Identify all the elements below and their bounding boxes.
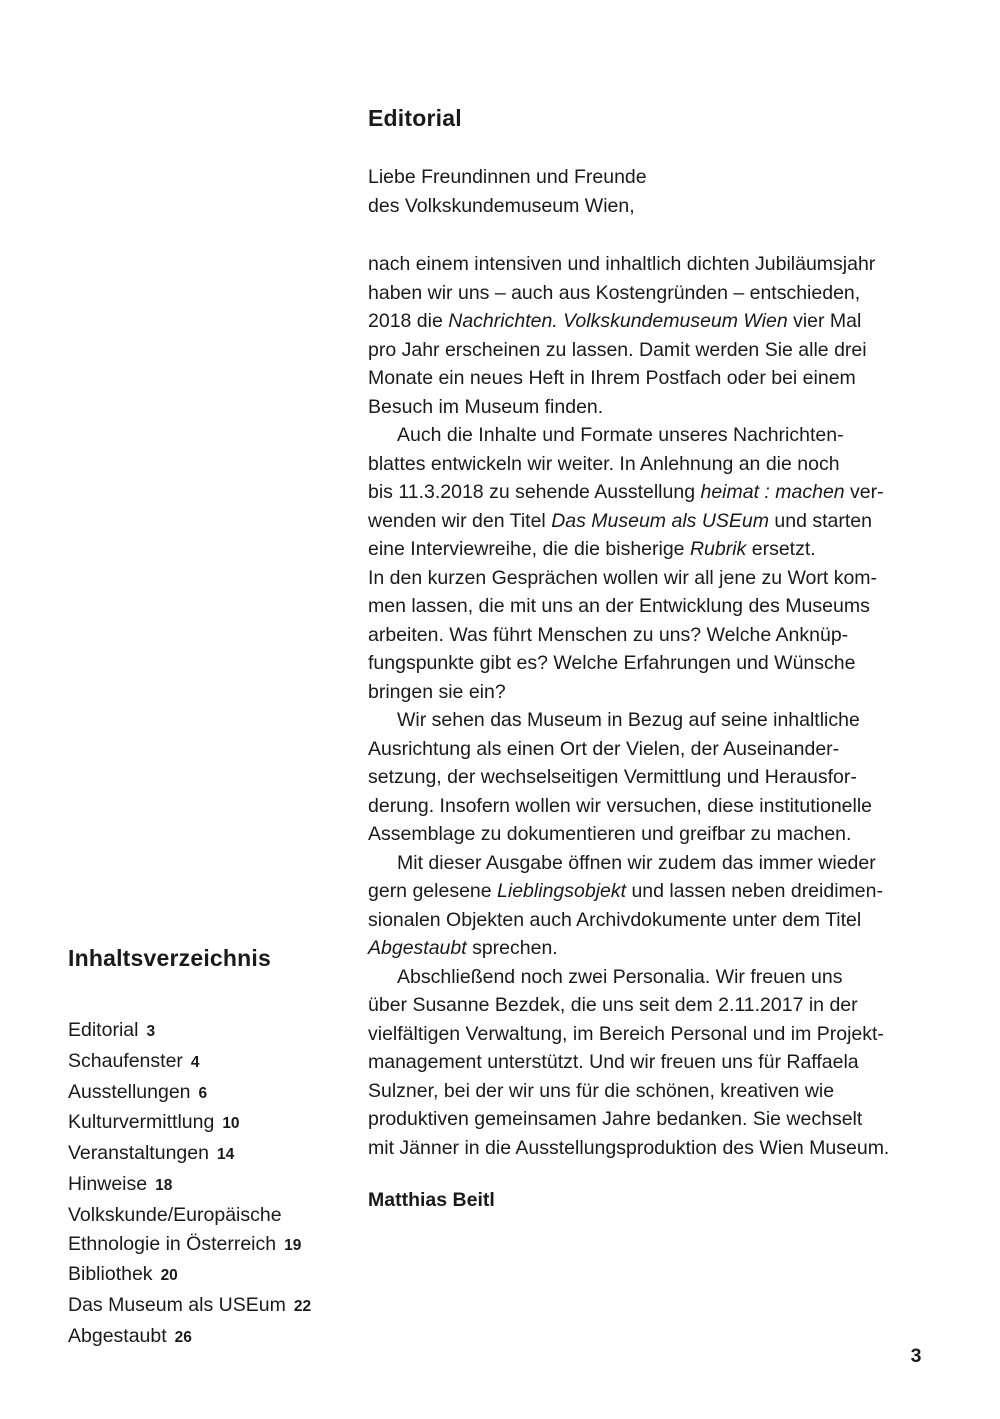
text-line: produktiven gemeinsamen Jahre bedanken. Sie wechselt xyxy=(368,1108,863,1130)
toc-page-number: 20 xyxy=(160,1267,178,1285)
paragraph xyxy=(368,250,968,421)
text-line: Sulzner, bei der wir uns für die schönen, kreativen wie xyxy=(368,1079,835,1102)
text-line: bringen sie ein? xyxy=(368,680,506,703)
text-line: men lassen, die mit uns an der Entwicklung des Museums xyxy=(368,595,870,617)
text-line: eine Interviewreihe, die die bisherige Rubrik ersetzt. xyxy=(368,538,816,560)
toc-item-label: Veranstaltungen 14 xyxy=(68,1142,235,1165)
text-line: Mit dieser Ausgabe öffnen wir zudem das immer wieder xyxy=(397,851,876,874)
paragraph xyxy=(368,849,968,963)
text-line: haben wir uns – auch aus Kostengründen – entschieden, xyxy=(368,281,861,304)
text-line: bis 11.3.2018 zu sehende Ausstellung heimat : machen ver- xyxy=(368,481,884,503)
text-line: 2018 die Nachrichten. Volkskundemuseum Wien vier Mal xyxy=(368,310,862,332)
toc-list xyxy=(68,1016,311,1353)
text-line: blattes entwickeln wir weiter. In Anlehnung an die noch xyxy=(368,452,840,475)
text-line: über Susanne Bezdek, die uns seit dem 2.11.2017 in der xyxy=(368,994,858,1016)
text-line: management unterstützt. Und wir freuen uns für Raffaela xyxy=(368,1051,859,1073)
text-line: gern gelesene Lieblingsobjekt und lassen neben dreidimen- xyxy=(368,880,883,902)
toc-heading: Inhaltsverzeichnis xyxy=(68,945,272,971)
greeting-line: Liebe Freundinnen und Freunde xyxy=(368,166,647,188)
toc-page-number: 4 xyxy=(190,1053,200,1071)
toc-item-label: Editorial 3 xyxy=(68,1019,156,1041)
text-line: wenden wir den Titel Das Museum als USEum und starten xyxy=(368,509,872,532)
text-line: sionalen Objekten auch Archivdokumente unter dem Titel xyxy=(368,908,862,931)
text-line: Ausrichtung als einen Ort der Vielen, der Auseinander- xyxy=(368,737,840,760)
text-line: arbeiten. Was führt Menschen zu uns? Welche Anknüp- xyxy=(368,623,849,646)
toc-page-number: 14 xyxy=(216,1146,235,1164)
text-line: pro Jahr erscheinen zu lassen. Damit werden Sie alle drei xyxy=(368,338,867,361)
text-line: Besuch im Museum finden. xyxy=(368,395,604,418)
toc-page-number: 26 xyxy=(174,1328,192,1346)
signature: Matthias Beitl xyxy=(368,1189,495,1211)
text-line: mit Jänner in die Ausstellungsproduktion des Wien Museum. xyxy=(368,1136,890,1159)
text-line: derung. Insofern wollen wir versuchen, diese institutionelle xyxy=(368,794,873,817)
greeting xyxy=(368,163,647,220)
toc-item xyxy=(68,1322,311,1353)
toc-item xyxy=(68,1108,311,1139)
text-line: fungspunkte gibt es? Welche Erfahrungen und Wünsche xyxy=(368,652,856,674)
toc-item-label: Das Museum als USEum 22 xyxy=(68,1294,312,1317)
text-line: Abgestaubt sprechen. xyxy=(368,937,558,959)
page-title: Editorial xyxy=(368,105,462,132)
text-line: Monate ein neues Heft in Ihrem Postfach oder bei einem xyxy=(368,367,856,389)
paragraph xyxy=(368,421,968,706)
toc-page-number: 10 xyxy=(222,1115,240,1133)
paragraph xyxy=(368,963,968,1163)
text-line: In den kurzen Gesprächen wollen wir all jene zu Wort kom- xyxy=(368,566,878,589)
toc-item xyxy=(68,1078,311,1109)
toc-item-label: Ethnologie in Österreich 19 xyxy=(68,1232,302,1255)
toc-item xyxy=(68,1139,311,1170)
toc-item-label: Abgestaubt 26 xyxy=(68,1324,192,1347)
toc-item-label: Ausstellungen 6 xyxy=(68,1080,208,1103)
toc-page-number: 6 xyxy=(198,1084,208,1102)
toc-item-label: Volkskunde/Europäische xyxy=(68,1203,282,1226)
greeting-line: des Volkskundemuseum Wien, xyxy=(368,194,635,217)
toc-item xyxy=(68,1201,311,1261)
text-line: Abschließend noch zwei Personalia. Wir freuen uns xyxy=(397,965,843,988)
toc-item-label: Kulturvermittlung 10 xyxy=(68,1111,240,1134)
toc-page-number: 18 xyxy=(155,1176,173,1194)
toc-page-number: 19 xyxy=(284,1236,302,1254)
toc-item-label: Hinweise 18 xyxy=(68,1172,173,1195)
text-line: Auch die Inhalte und Formate unseres Nachrichten- xyxy=(397,424,844,446)
toc-item xyxy=(68,1291,311,1322)
toc-page-number: 22 xyxy=(293,1298,312,1316)
editorial-body xyxy=(368,250,968,1162)
toc-item xyxy=(68,1016,311,1047)
text-line: nach einem intensiven und inhaltlich dichten Jubiläumsjahr xyxy=(368,253,876,275)
toc-item-label: Schaufenster 4 xyxy=(68,1049,200,1072)
page-number: 3 xyxy=(910,1345,922,1367)
toc-item xyxy=(68,1047,311,1078)
toc-item xyxy=(68,1260,311,1291)
toc-page-number: 3 xyxy=(146,1023,156,1040)
text-line: Assemblage zu dokumentieren und greifbar zu machen. xyxy=(368,823,852,845)
text-line: Wir sehen das Museum in Bezug auf seine inhaltliche xyxy=(397,709,860,731)
toc-item-label: Bibliothek 20 xyxy=(68,1263,178,1286)
paragraph xyxy=(368,706,968,849)
text-line: setzung, der wechselseitigen Vermittlung und Herausfor- xyxy=(368,766,857,788)
toc-item xyxy=(68,1170,311,1201)
text-line: vielfältigen Verwaltung, im Bereich Personal und im Projekt- xyxy=(368,1022,884,1045)
